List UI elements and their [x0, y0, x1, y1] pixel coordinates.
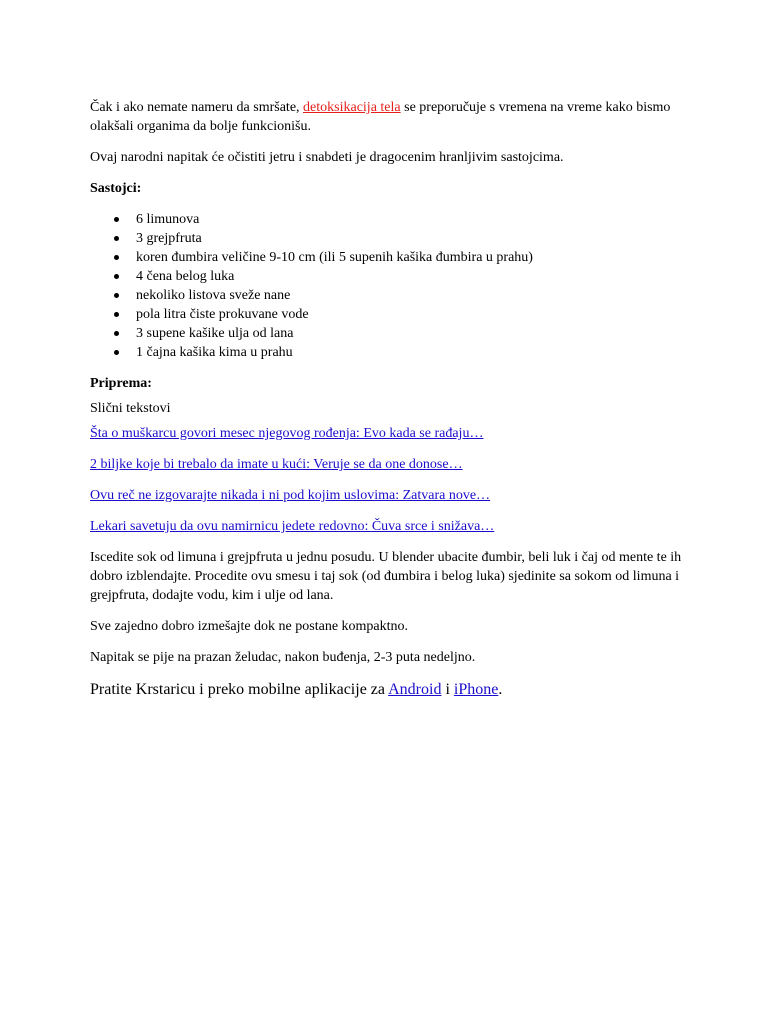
related-link-3[interactable]: Ovu reč ne izgovarajte nikada i ni pod kojim uslovima: Zatvara nove… [90, 488, 491, 503]
intro-paragraph-2: Ovaj narodni napitak će očistiti jetru i snabdeti je dragocenim hranljivim sastojcima. [90, 150, 564, 165]
iphone-link[interactable]: iPhone [453, 681, 499, 698]
list-item: koren đumbira veličine 9-10 cm (ili 5 supenih kašika đumbira u prahu) [136, 248, 690, 267]
related-link-4[interactable]: Lekari savetuju da ovu namirnicu jedete redovno: Čuva srce i snižava… [90, 519, 495, 534]
preparation-paragraph-3: Napitak se pije na prazan želudac, nakon buđenja, 2-3 puta nedeljno. [90, 650, 476, 665]
ingredients-list [90, 210, 690, 362]
intro-text-before: Čak i ako nemate nameru da smršate, [90, 100, 304, 115]
list-item: pola litra čiste prokuvane vode [136, 305, 690, 324]
similar-articles-label: Slični tekstovi [90, 401, 171, 416]
android-link[interactable]: Android [388, 681, 442, 698]
related-link-1[interactable]: Šta o muškarcu govori mesec njegovog rođenja: Evo kada se rađaju… [90, 426, 484, 441]
intro-paragraph [90, 98, 690, 136]
intro-text-after: se preporučuje s vremena na vreme kako bismo olakšali organima da bolje funkcionišu. [90, 100, 671, 134]
detox-link[interactable]: detoksikacija tela [303, 100, 401, 115]
list-item: 6 limunova [136, 210, 690, 229]
follow-text-before: Pratite Krstaricu i preko mobilne aplikacije za [90, 681, 389, 698]
related-link-2[interactable]: 2 biljke koje bi trebalo da imate u kući: Veruje se da one donose… [90, 457, 463, 472]
list-item: 4 čena belog luka [136, 267, 690, 286]
list-item: nekoliko listova sveže nane [136, 286, 690, 305]
preparation-paragraph-1: Iscedite sok od limuna i grejpfruta u jednu posudu. U blender ubacite đumbir, beli luk i čaj od mente te ih dobro izblendajte. Procedite ovu smesu i taj sok (od đumbira i belog luka) sjedinite sa sokom od limuna i grejpfruta, dodajte vodu, kim i ulje od lana. [90, 550, 682, 603]
preparation-paragraph-2: Sve zajedno dobro izmešajte dok ne postane kompaktno. [90, 619, 409, 634]
preparation-heading: Priprema: [90, 376, 152, 391]
ingredients-heading: Sastojci: [90, 181, 142, 196]
article-body [90, 98, 690, 701]
list-item: 1 čajna kašika kima u prahu [136, 343, 690, 362]
list-item: 3 supene kašike ulja od lana [136, 324, 690, 343]
follow-app-paragraph [90, 679, 690, 701]
list-item: 3 grejpfruta [136, 229, 690, 248]
follow-text-middle: i [441, 681, 454, 698]
follow-text-end: . [498, 681, 503, 698]
